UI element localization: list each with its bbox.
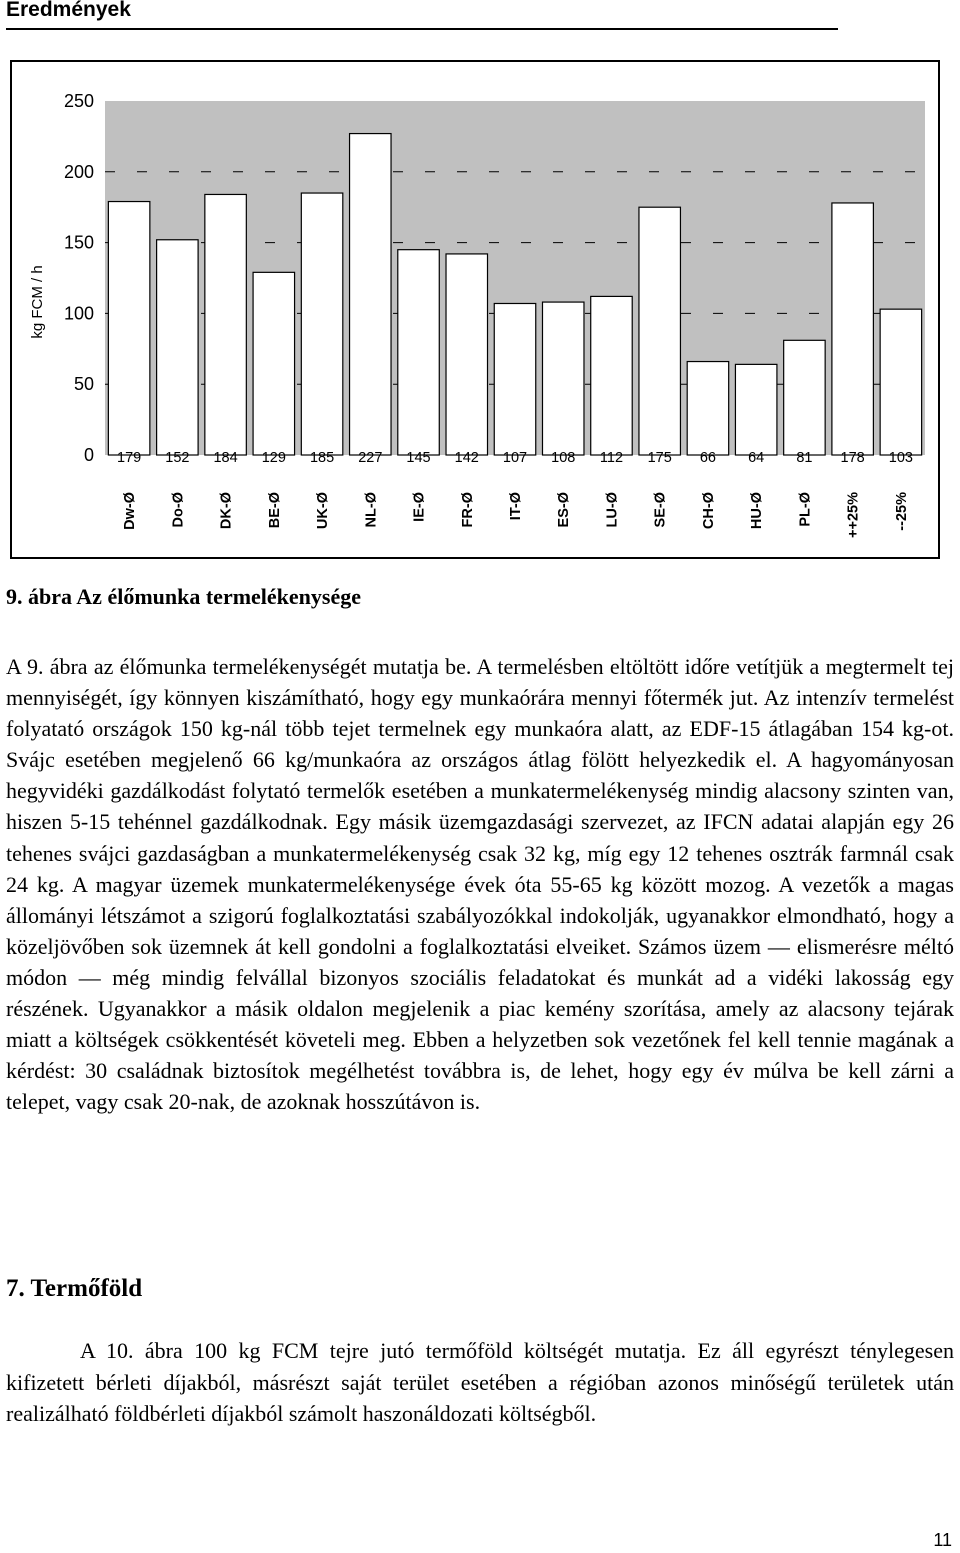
y-tick-label: 150 [63,232,94,253]
value-label: 185 [309,450,335,466]
category-label: CH-Ø [700,492,717,530]
category-label: ++25% [845,492,862,538]
category-label: Do-Ø [170,492,187,528]
bar-6 [398,250,439,455]
value-label: 152 [165,450,190,466]
bar-15 [832,203,873,455]
category-label: BE-Ø [266,492,283,529]
value-label: 184 [213,450,238,466]
value-label: 179 [117,450,142,466]
y-tick-label: 200 [63,161,94,182]
value-label: 227 [358,450,383,466]
value-label: 64 [748,450,765,466]
category-label: IT-Ø [508,492,524,521]
section-heading-termofold: 7. Termőföld [6,1275,143,1302]
y-tick-label: 100 [63,303,94,324]
chart-frame [10,60,940,559]
bar-8 [494,303,535,455]
value-label: 112 [599,450,624,466]
bar-7 [446,254,487,455]
bar-13 [735,364,776,455]
category-label: NL-Ø [363,492,380,528]
bar-10 [591,296,632,455]
y-axis-label: kg FCM / h [29,265,46,339]
bar-4 [301,193,342,455]
paragraph-1: A 9. ábra az élőmunka termelékenységét mutatja be. A termelésben eltöltött időre vetítjük a megtermelt tej mennyiségét, így könnyen kiszámítható, hogy egy munkaórára mennyi főtermék jut. Az intenzív termelést folyatató országok 150 kg-nál több tejet termelnek egy munkaóra alatt, az EDF-15 átlagában 154 kg-ot. Svájc esetében megjelenő 66 kg/munkaóra az országos átlag fölött helyezkedik el. A hagyományosan hegyvidéki gazdálkodást folytató termelők esetében a munkatermelékenység mindig alacsony szinten van, hiszen 5-15 tehénnel gazdálkodnak. Egy másik üzemgazdasági szervezet, az IFCN adatai alapján egy 26 tehenes svájci gazdaságban a munkatermelékenység csak 32 kg, míg egy 12 tehenes osztrák farmnál csak 24 kg. A magyar üzemek munkatermelékenysége évek óta 55-65 kg között mozog. A vezetők a magas állományi létszámot a szigorú foglalkoztatási szabályozókkal indokolják, ugyanakkor elmondható, hogy a közeljövőben sok üzemnek át kell gondolni a foglalkoztatási elveiket. Számos üzem — elismerésre méltó módon — még mindig felvállal bizonyos szociális feladatokat és munkát ad a vidéki lakosság egy részének. Ugyanakkor a másik oldalon megjelenik a piac kemény szorítása, amely az alacsony tejárak miatt a költségek csökkentését követeli meg. Ebben a helyzetben sok vezetőnek fel kell tennie magának a kérdést: 30 családnak biztosítok megélhetést továbbra is, de lehet, hogy egy év múlva be kell zárni a telepet, vagy csak 20-nak, de azoknak hosszútávon is. [6,654,954,1115]
category-label: SE-Ø [652,492,669,528]
bar-0 [108,202,149,455]
bar-1 [157,240,198,455]
page-number: 11 [933,1530,952,1550]
value-label: 175 [647,450,672,466]
value-label: 178 [840,450,865,466]
figure-caption: 9. ábra Az élőmunka termelékenysége [6,584,361,609]
y-tick-label: 0 [83,445,94,465]
value-label: 103 [888,450,913,466]
category-label: ES-Ø [556,492,573,528]
section-heading: Eredmények [6,0,838,30]
category-label: FR-Ø [459,492,476,528]
value-label: 129 [261,450,286,466]
bar-5 [350,134,391,455]
bar-3 [253,272,294,455]
category-label: Dw-Ø [122,492,139,530]
bar-chart [12,62,938,557]
category-label: --25% [893,492,910,531]
value-label: 145 [406,450,431,466]
y-tick-label: 250 [63,91,94,111]
category-label: IE-Ø [411,492,428,522]
value-label: 107 [502,450,528,466]
bar-11 [639,207,680,455]
value-label: 81 [796,450,813,466]
paragraph-2: A 10. ábra 100 kg FCM tejre jutó termőföld költségét mutatja. Ez áll egyrészt ténylegesen kifizetett bérleti díjakból, másrészt saját terület esetében a régióban azonos minőségű területek után realizálható földbérleti díjakból számolt haszonáldozati költségből. [6,1338,954,1426]
value-label: 66 [699,450,717,466]
category-label: HU-Ø [749,492,766,530]
category-label: UK-Ø [315,492,332,530]
bar-2 [205,194,246,455]
y-tick-label: 50 [73,374,94,395]
value-label: 142 [454,450,479,466]
category-label: PL-Ø [797,492,814,527]
bar-16 [880,309,921,455]
value-label: 108 [551,450,576,466]
bar-9 [542,302,583,455]
category-label: DK-Ø [218,492,235,530]
bar-14 [784,340,825,455]
bar-12 [687,362,728,455]
category-label: LU-Ø [604,492,621,528]
